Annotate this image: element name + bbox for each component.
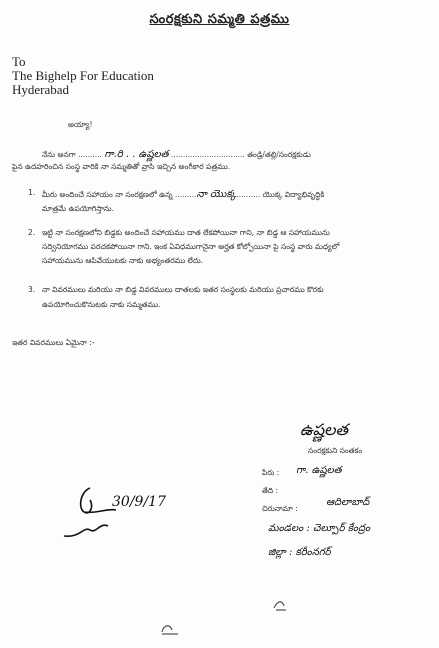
- item-2-line-2: సద్వినియోగము పరచకపోయినా గాని. ఇంక ఏవిధముగానైనా అర్హత కోల్పోయినా పై సంస్థ వారు మధ్యలో: [42, 242, 340, 251]
- item-2-number: 2.: [28, 228, 36, 237]
- field-date-label: తేది :: [262, 486, 279, 495]
- recipient-to: To: [12, 54, 26, 69]
- stamp-date: 30/9/17: [112, 494, 166, 510]
- guardian-signature: ఉష్ణలత: [300, 420, 348, 439]
- field-district-value: జిల్లా : కరీంనగర్: [268, 547, 331, 558]
- item-3-line-2: ఉపయోగించుకొనుటకు నాకు సమ్మతము.: [42, 300, 161, 309]
- field-address-value: ఆదిలాబాద్: [326, 497, 370, 508]
- intro-suffix: తండ్రి/తల్లి/సంరక్షకుడు: [247, 150, 311, 159]
- item-2-line-1: ఇట్టి నా సంరక్షణలోని బిడ్డకు అందించే సహాయము దాత లేకపోయినా గాని, నా బిడ్డ ఆ సహాయమును: [42, 228, 330, 237]
- intro-prefix: నేను అనగా: [42, 150, 76, 159]
- guardian-signature-label: సంరక్షకుని సంతకం: [308, 446, 363, 455]
- bottom-mark-1: [272, 596, 288, 612]
- item-3-number: 3.: [28, 285, 36, 294]
- item-1-number: 1.: [28, 188, 36, 197]
- item-3-line-1: నా వివరములు మరియు నా బిడ్డ వివరములు దాతలకు ఇతర సంస్థలకు మరియు ప్రచారము కొరకు: [42, 285, 324, 294]
- field-mandal-value: మండలం : చెల్పూర్ కేంద్రం: [268, 523, 371, 534]
- intro-line: నేను అనగా .......... గా.రి . . ఉష్ణలత ............................... తండ్రి/తల్లి/సంరక్షకుడు: [42, 149, 311, 160]
- document-title: సంరక్షకుని సమ్మతి పత్రము: [149, 12, 290, 27]
- intro-line-2: పైన ఉదహరించిన సంస్థ వారికి నా సమ్మతితో వ్రాసి ఇచ్చిన అంగీకార పత్రము.: [12, 162, 231, 171]
- other-details-label: ఇతర వివరములు ఏమైనా :-: [12, 338, 95, 347]
- recipient-city: Hyderabad: [12, 82, 70, 97]
- field-name-label: పేరు :: [262, 468, 280, 477]
- recipient-org: The Bighelp For Education: [12, 68, 154, 83]
- item-1-line-2: మాత్రమే ఉపయోగిస్తాను.: [42, 204, 114, 213]
- item-2-line-3: సహాయమును ఆపివేయుటకు నాకు అభ్యంతరము లేదు.: [42, 256, 204, 265]
- item-1-post: యొక్క విద్యాభివృద్ధికి: [262, 190, 325, 199]
- bottom-mark-2: [158, 620, 180, 636]
- official-signature-mark: [50, 482, 200, 544]
- field-address-label: చిరునామా :: [262, 504, 298, 513]
- item-1-filled: నా యొక్క: [196, 189, 237, 200]
- item-1-line-1: మీరు అందించే సహాయం నా సంరక్షణలో ఉన్న .........నా యొక్క.......... యొక్క విద్యాభివృద్ధికి: [42, 189, 325, 200]
- item-1-pre: మీరు అందించే సహాయం నా సంరక్షణలో ఉన్న: [42, 190, 173, 199]
- intro-name-filled: గా.రి . . ఉష్ణలత: [104, 149, 169, 160]
- field-name-value: గా. ఉష్ణలత: [296, 465, 342, 476]
- salutation: అయ్యా!: [68, 120, 93, 129]
